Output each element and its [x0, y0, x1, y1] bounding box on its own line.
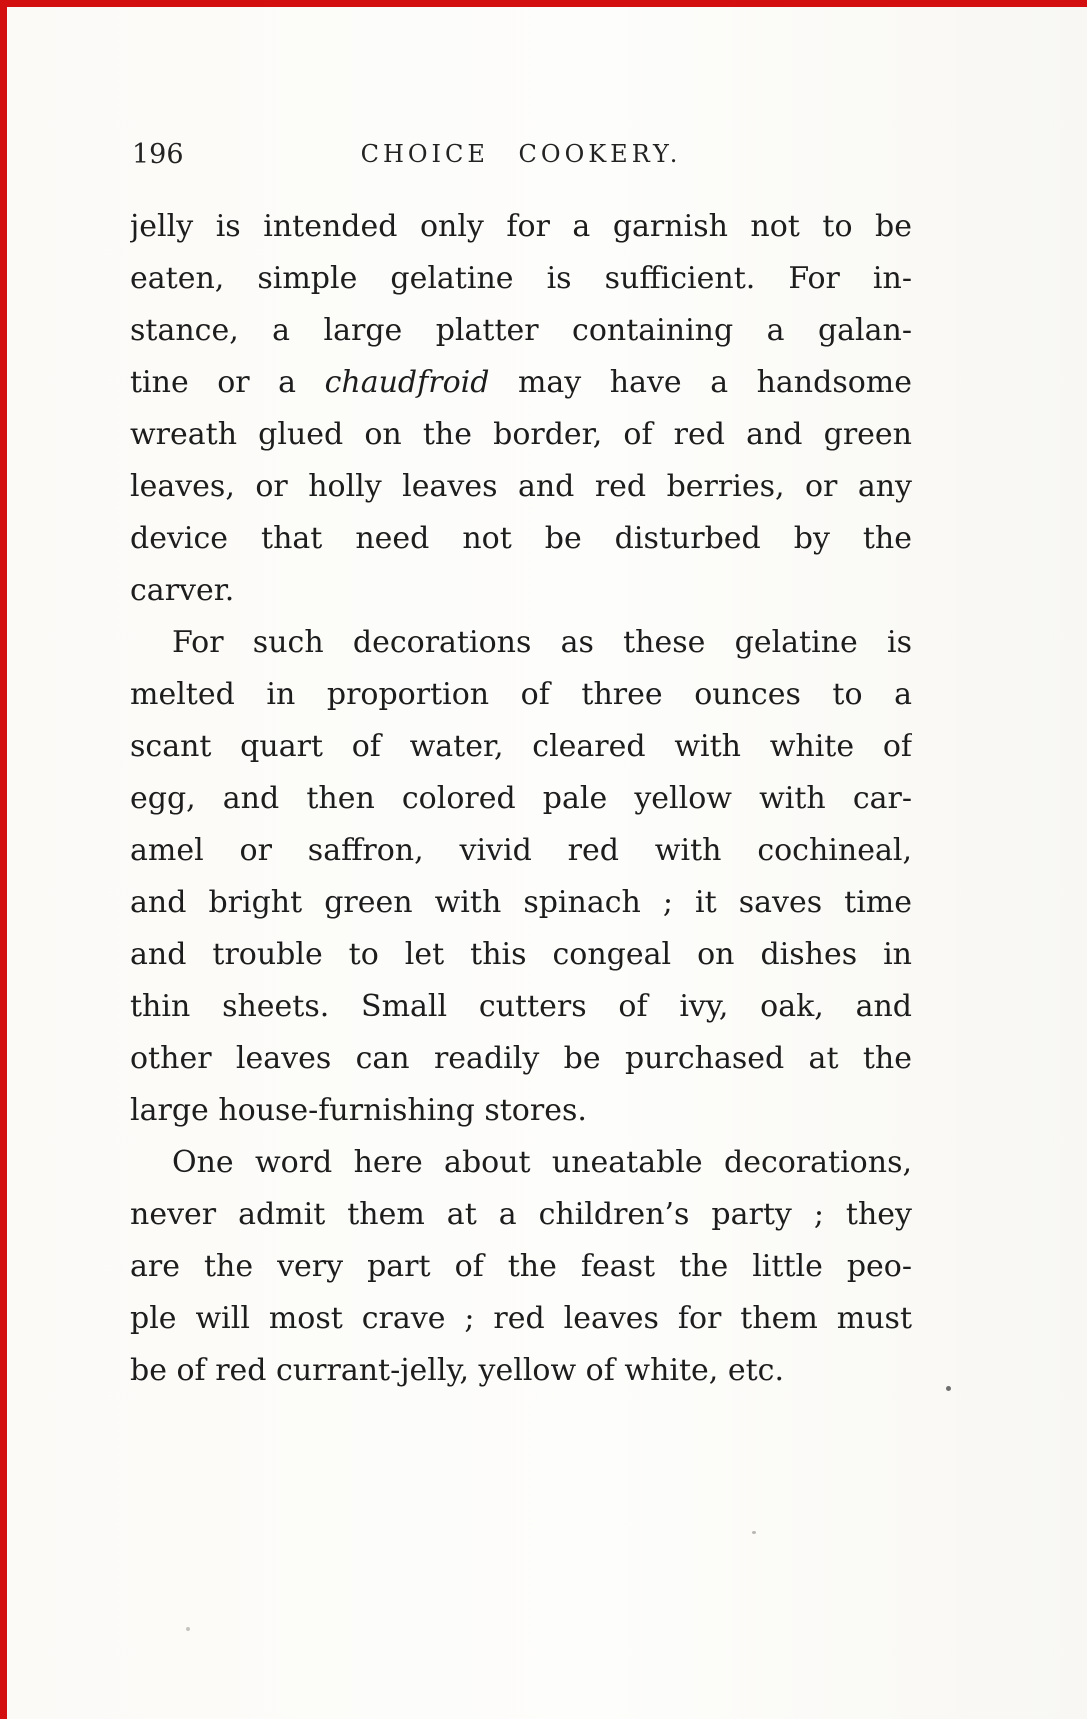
text-segment: and trouble to let this congeal on dishes in — [130, 937, 912, 972]
text-segment: are the very part of the feast the little peo- — [130, 1249, 912, 1284]
text-line — [130, 721, 912, 773]
scan-speck-2 — [752, 1531, 756, 1534]
text-line — [130, 1033, 912, 1085]
italic-word: chaudfroid — [324, 365, 490, 400]
text-segment: thin sheets. Small cutters of ivy, oak, and — [130, 989, 912, 1024]
running-title: CHOICE COOKERY. — [360, 140, 682, 168]
scan-edge-top — [0, 0, 1087, 7]
scan-speck-3 — [186, 1627, 190, 1631]
text-segment: tine or a — [130, 365, 325, 400]
text-line — [130, 773, 912, 825]
text-segment: leaves, or holly leaves and red berries, or any — [130, 469, 912, 504]
text-segment: wreath glued on the border, of red and green — [130, 417, 912, 452]
text-line — [130, 201, 912, 253]
text-line — [130, 1345, 912, 1397]
text-line — [130, 565, 912, 617]
text-line — [130, 305, 912, 357]
text-line — [130, 1241, 912, 1293]
text-segment: melted in proportion of three ounces to a — [130, 677, 912, 712]
text-segment: ple will most crave ; red leaves for them must — [130, 1301, 912, 1336]
text-line — [130, 617, 912, 669]
text-line — [130, 1085, 912, 1137]
text-segment: carver. — [130, 573, 235, 608]
text-segment: device that need not be disturbed by the — [130, 521, 912, 556]
text-segment: scant quart of water, cleared with white of — [130, 729, 912, 764]
text-segment: stance, a large platter containing a galan- — [130, 313, 912, 348]
text-segment: other leaves can readily be purchased at the — [130, 1041, 912, 1076]
text-line — [130, 513, 912, 565]
scan-speck-1 — [946, 1386, 951, 1391]
text-segment: may have a handsome — [489, 365, 912, 400]
text-line — [130, 825, 912, 877]
text-line — [130, 253, 912, 305]
text-segment: For such decorations as these gelatine is — [172, 625, 912, 660]
text-line — [130, 1293, 912, 1345]
text-segment: One word here about uneatable decorations, — [172, 1145, 912, 1180]
page-header — [130, 136, 912, 176]
text-line — [130, 981, 912, 1033]
text-line — [130, 929, 912, 981]
page-number: 196 — [132, 139, 184, 170]
text-line — [130, 877, 912, 929]
text-segment: amel or saffron, vivid red with cochineal, — [130, 833, 912, 868]
text-line — [130, 461, 912, 513]
text-segment: never admit them at a children’s party ; they — [130, 1197, 912, 1232]
text-line — [130, 409, 912, 461]
text-segment: and bright green with spinach ; it saves time — [130, 885, 912, 920]
text-segment: large house-furnishing stores. — [130, 1093, 587, 1128]
text-line — [130, 669, 912, 721]
text-segment: eaten, simple gelatine is sufficient. For in- — [130, 261, 912, 296]
text-line — [130, 1189, 912, 1241]
text-segment: jelly is intended only for a garnish not to be — [130, 209, 912, 244]
text-line — [130, 357, 912, 409]
text-line — [130, 1137, 912, 1189]
text-segment: egg, and then colored pale yellow with car- — [130, 781, 912, 816]
scan-edge-left — [0, 0, 7, 1719]
text-segment: be of red currant-jelly, yellow of white, etc. — [130, 1353, 785, 1388]
body-text — [130, 201, 912, 1397]
